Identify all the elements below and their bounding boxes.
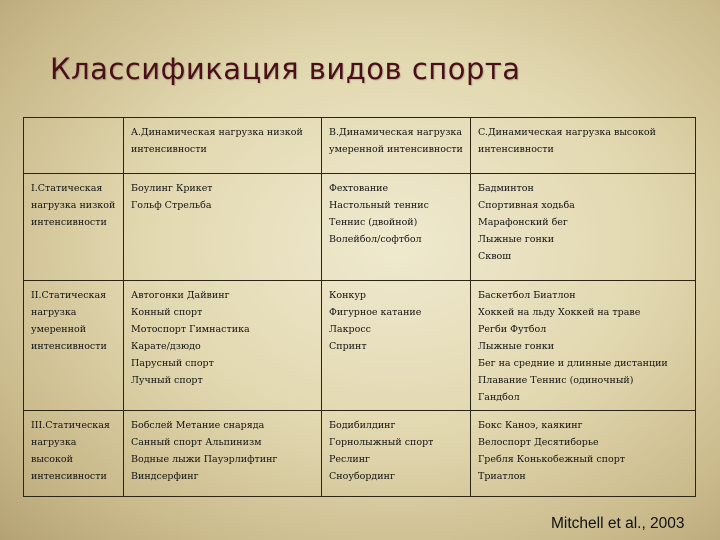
row-header-1: I.Статическая нагрузка низкой интенсивности xyxy=(24,174,124,281)
sport-line: Марафонский бег xyxy=(478,217,568,228)
citation: Mitchell et al., 2003 xyxy=(551,515,685,532)
cell-3a xyxy=(124,411,322,497)
cell-1c xyxy=(471,174,696,281)
sport-line: Виндсерфинг xyxy=(131,471,199,482)
sport-line: Автогонки Дайвинг xyxy=(131,290,230,301)
cell-2b xyxy=(322,281,471,411)
sport-line: Водные лыжи Пауэрлифтинг xyxy=(131,454,278,465)
sport-line: Реслинг xyxy=(329,454,371,465)
sport-line: Спринт xyxy=(329,341,367,352)
cell-2a xyxy=(124,281,322,411)
sport-line: Гандбол xyxy=(478,392,520,403)
cell-1a xyxy=(124,174,322,281)
sport-line: Лучный спорт xyxy=(131,375,203,386)
slide-title: Классификация видов спорта xyxy=(50,52,521,86)
table-row xyxy=(24,281,696,411)
sport-line: Гольф Стрельба xyxy=(131,200,212,211)
row-header-2: II.Статическая нагрузка умеренной интенсивности xyxy=(24,281,124,411)
sport-line: Мотоспорт Гимнастика xyxy=(131,324,250,335)
sport-line: Сноубординг xyxy=(329,471,395,482)
column-header-a: A.Динамическая нагрузка низкой интенсивности xyxy=(124,118,322,174)
sport-line: Регби Футбол xyxy=(478,324,547,335)
sport-line: Волейбол/софтбол xyxy=(329,234,422,245)
corner-cell xyxy=(24,118,124,174)
sport-line: Сквош xyxy=(478,251,512,262)
sport-line: Санный спорт Альпинизм xyxy=(131,437,262,448)
sport-line: Настольный теннис xyxy=(329,200,429,211)
sport-line: Баскетбол Биатлон xyxy=(478,290,576,301)
sport-line: Бадминтон xyxy=(478,183,534,194)
sport-line: Велоспорт Десятиборье xyxy=(478,437,599,448)
table-header-row xyxy=(24,118,696,174)
sport-classification-table xyxy=(23,117,696,497)
sport-line: Лакросс xyxy=(329,324,371,335)
cell-3b xyxy=(322,411,471,497)
sport-line: Бег на средние и длинные дистанции xyxy=(478,358,668,369)
sport-line: Конный спорт xyxy=(131,307,203,318)
sport-line: Спортивная ходьба xyxy=(478,200,575,211)
column-header-c: C.Динамическая нагрузка высокой интенсивности xyxy=(471,118,696,174)
cell-3c xyxy=(471,411,696,497)
sport-line: Конкур xyxy=(329,290,367,301)
sport-line: Бодибилдинг xyxy=(329,420,396,431)
sport-line: Бокс Каноэ, каякинг xyxy=(478,420,583,431)
sport-line: Теннис (двойной) xyxy=(329,217,418,228)
sport-line: Фигурное катание xyxy=(329,307,422,318)
table-row xyxy=(24,174,696,281)
row-header-3: III.Статическая нагрузка высокой интенсивности xyxy=(24,411,124,497)
sport-line: Лыжные гонки xyxy=(478,234,555,245)
sport-line: Боулинг Крикет xyxy=(131,183,213,194)
sport-line: Лыжные гонки xyxy=(478,341,555,352)
sport-line: Карате/дзюдо xyxy=(131,341,201,352)
sport-line: Гребля Конькобежный спорт xyxy=(478,454,626,465)
cell-1b xyxy=(322,174,471,281)
cell-2c xyxy=(471,281,696,411)
sport-line: Горнолыжный спорт xyxy=(329,437,434,448)
column-header-b: B.Динамическая нагрузка умеренной интенсивности xyxy=(322,118,471,174)
sport-line: Триатлон xyxy=(478,471,526,482)
sport-line: Хоккей на льду Хоккей на траве xyxy=(478,307,641,318)
sport-line: Бобслей Метание снаряда xyxy=(131,420,265,431)
sport-line: Парусный спорт xyxy=(131,358,214,369)
sport-line: Плавание Теннис (одиночный) xyxy=(478,375,634,386)
table-row xyxy=(24,411,696,497)
sport-line: Фехтование xyxy=(329,183,389,194)
